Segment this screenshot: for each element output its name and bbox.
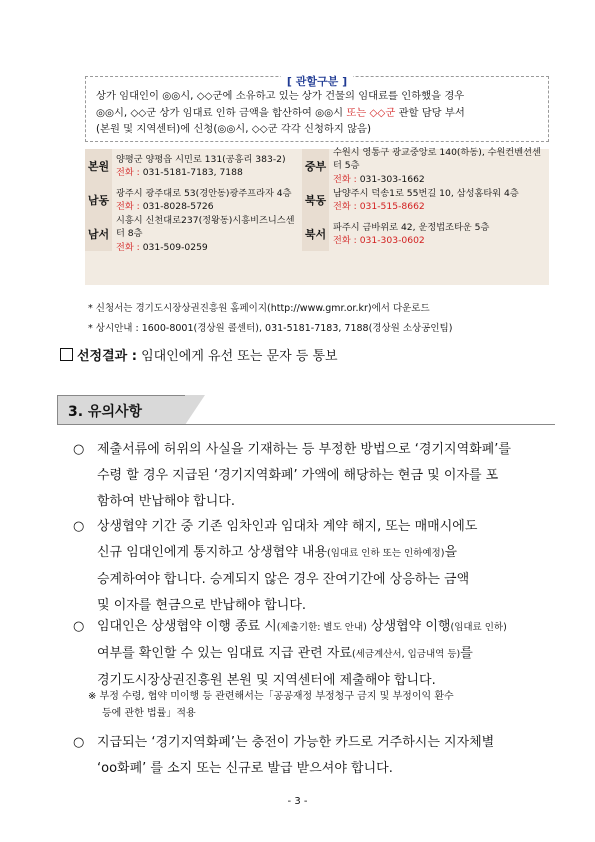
center-cell [329, 183, 549, 217]
notice-item [73, 730, 553, 782]
jurisdiction-title: [ 관할구분 ] [281, 75, 353, 88]
center-label: 중부 [302, 149, 329, 183]
center-address: 남양주시 덕송1로 55번길 10, 삼성홈타워 4층 [333, 187, 519, 199]
notice-text: 를 [460, 646, 473, 661]
jurisdiction-line-3: (본원 및 지역센터)에 신청(◎◎시, ◇◇군 각각 신청하지 않음) [96, 123, 371, 135]
notice-line: 제출서류에 허위의 사실을 기재하는 등 부정한 방법으로 ‘경기지역화폐’를 [97, 442, 511, 457]
circle-bullet-icon: ○ [73, 619, 85, 634]
center-tel-label: 전화 : [333, 173, 360, 185]
center-address: 양평군 양평읍 시민로 131(공흥리 383-2) [116, 153, 286, 165]
center-label: 북서 [302, 217, 329, 251]
center-cell [112, 214, 302, 253]
center-label: 남서 [85, 217, 112, 251]
center-tel-label: 전화 : [116, 201, 143, 212]
selection-text: 임대인에게 유선 또는 문자 등 통보 [136, 349, 338, 364]
selection-result [60, 345, 338, 364]
center-address: 파주시 금바위로 42, 운정법조타운 5층 [333, 221, 490, 233]
selection-label: 선정결과 : [77, 349, 137, 364]
checkbox-square-icon [60, 348, 73, 361]
notice-line: 승계하여야 합니다. 승계되지 않은 경우 잔여기간에 상응하는 금액 [97, 572, 470, 587]
center-tel: 031-5181-7183, 7188 [142, 167, 243, 178]
note-contact: * 상시안내 : 1600-8001(경상원 콜센터), 031-5181-7183, 7188(경상원 소상공인팀) [88, 323, 453, 334]
center-tel: 031-509-0259 [142, 241, 208, 253]
center-tel: 031-8028-5726 [142, 201, 214, 212]
jurisdiction-box [85, 76, 549, 142]
circle-bullet-icon: ○ [73, 519, 85, 534]
center-address: 수원시 영통구 광교중앙로 140(하동), 수원컨벤션센터 5층 [333, 146, 541, 172]
notice-line [97, 641, 553, 668]
section-title: 3. 유의사항 [68, 404, 143, 420]
legal-warning [88, 688, 558, 722]
notice-item [73, 514, 553, 618]
circle-bullet-icon: ○ [73, 735, 85, 750]
center-tel: 031-303-1662 [359, 173, 425, 185]
center-label: 본원 [85, 149, 112, 183]
notice-line: 함하여 반납해야 합니다. [97, 494, 235, 509]
warning-line: ※ 부정 수령, 협약 미이행 등 관련해서는「공공재정 부정청구 금지 및 부정이익 환수 [88, 691, 454, 702]
notice-line: 지급되는 ‘경기지역화폐’는 충전이 가능한 카드로 거주하시는 지자체별 [97, 735, 495, 750]
center-cell [329, 146, 549, 185]
circle-bullet-icon: ○ [73, 442, 85, 457]
notice-text: 신규 임대인에게 통지하고 상생협약 내용 [97, 545, 328, 560]
section-divider [57, 424, 555, 425]
notice-text: 여부를 확인할 수 있는 임대료 지급 관련 자료 [97, 646, 352, 661]
notice-text: 임대인은 상생협약 이행 종료 시 [97, 619, 277, 634]
center-address: 광주시 광주대로 53(경안동)광주프라자 4층 [116, 187, 292, 199]
jurisdiction-text [96, 88, 540, 138]
center-tel-label: 전화 : [116, 241, 143, 253]
center-tel: 031-303-0602 [359, 235, 425, 246]
center-tel-label: 전화 : [333, 201, 360, 212]
center-tel-label: 전화 : [333, 235, 360, 246]
notice-line: 상생협약 기간 중 기존 임차인과 임대차 계약 해지, 또는 매매시에도 [97, 519, 478, 534]
notice-line: 경기도시장상권진흥원 본원 및 지역센터에 제출해야 합니다. [97, 673, 436, 688]
center-tel: 031-515-8662 [359, 201, 425, 212]
section-header [57, 395, 185, 425]
center-cell [112, 183, 302, 217]
section-header-tab-corner [185, 395, 205, 425]
center-cell [329, 217, 549, 251]
note-download: * 신청서는 경기도시장상권진흥원 홈페이지(http://www.gmr.or.kr)에서 다운로드 [88, 303, 430, 314]
notice-small-text: (제출기한: 별도 안내) [276, 622, 367, 633]
notice-item [73, 437, 553, 515]
center-address: 시흥시 신천대로237(정왕동)시흥비즈니스센터 8층 [116, 214, 295, 240]
jurisdiction-line-1: 상가 임대인이 ◎◎시, ◇◇군에 소유하고 있는 상가 건물의 임대료를 인하했을 경우 [96, 90, 465, 102]
notice-small-text: (임대료 인하) [450, 622, 507, 633]
page-number: - 3 - [287, 796, 308, 807]
center-cell [112, 149, 302, 183]
notice-line [97, 540, 553, 567]
notice-text: 을 [444, 545, 457, 560]
center-label: 북동 [302, 183, 329, 217]
jurisdiction-line-2-red: 또는 ◇◇군 [346, 106, 396, 119]
notice-line: ‘oo화폐’ 를 소지 또는 신규로 발급 받으셔야 합니다. [97, 761, 393, 776]
center-tel-label: 전화 : [116, 167, 143, 178]
centers-table [85, 146, 549, 285]
notice-small-text: (임대료 인하 또는 인하예정) [327, 548, 445, 559]
center-label: 남동 [85, 183, 112, 217]
jurisdiction-line-2a: ◎◎시, ◇◇군 상가 임대료 인하 금액을 합산하여 ◎◎시 [96, 106, 347, 119]
notice-line [97, 614, 553, 641]
notice-small-text: (세금계산서, 입금내역 등) [351, 649, 461, 660]
notice-item [73, 614, 553, 692]
notice-line: 수령 할 경우 지급된 ‘경기지역화폐’ 가액에 해당하는 현금 및 이자를 포 [97, 468, 499, 483]
warning-line: 등에 관한 법률」적용 [102, 708, 196, 719]
notice-line: 및 이자를 현금으로 반납해야 합니다. [97, 598, 307, 613]
jurisdiction-line-2 [96, 105, 540, 122]
jurisdiction-line-2b: 관할 담당 부서 [395, 106, 465, 119]
notice-text: 상생협약 이행 [366, 619, 451, 634]
